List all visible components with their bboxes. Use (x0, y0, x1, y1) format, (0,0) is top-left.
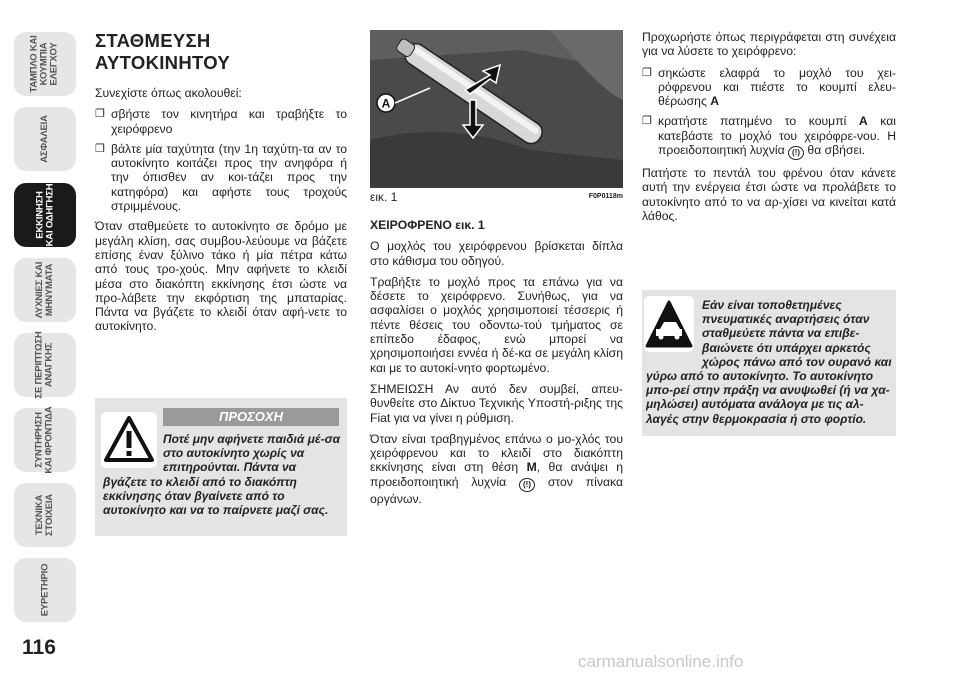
body-paragraph: Όταν είναι τραβηγμένος επάνω ο μο-χλός του χειρόφρενου και το κλειδί στο διακόπτη εκκίνησης είναι στη θέση M, θα ανάψει η προειδοποιητική λυχνία (!) στον πίνακα οργάνων. (370, 431, 623, 506)
figure-label-a: A (381, 96, 391, 111)
tab-technical-data[interactable] (14, 483, 76, 547)
body-paragraph: Ο μοχλός του χειρόφρενου βρίσκεται δίπλα στο κάθισμα του οδηγού. (370, 239, 623, 268)
tab-warning-lights[interactable] (14, 258, 76, 322)
handbrake-figure (370, 30, 623, 188)
bullet-item: ❐ σηκώστε ελαφρά το μοχλό του χει-ρόφρενου και πιέστε το κουμπί ελευ-θέρωσης A (642, 66, 896, 109)
note-text: Εάν είναι τοποθετημένες πνευματικές αναρτήσεις όταν σταθμεύετε πάντα να επιβε-βαιώνετε ότι υπάρχει αρκετός χώρος πάνω από τον ουρανό και γύρω από το αυτοκίνητο. Το αυτοκίνητο μπο-ρεί στην πράξη να ανυψωθεί (ή να χα-μηλώσει) αυτόματα ανάλογα με τις αλ-λαγές στην θερμοκρασία ή στο φορτίο. (646, 298, 892, 426)
body-paragraph: Τραβήξτε το μοχλό προς τα επάνω για να δέσετε το χειρόφρενο. Συνήθως, για να ασφαλίσει ο μοχλός χρησιμοποιεί τέσσερις ή πέντε θέσεις του οδοντω-τού τμήματος σε επίπεδο έδαφος, ενώ μπορεί να χρησιμοποιήσει εννέα ή δέ-κα σε μεγάλη κλίση και με το αυτοκί-νητο φορτωμένο. (370, 274, 623, 375)
body-paragraph: Προχωρήστε όπως περιγράφεται στη συνέχεια για να λύσετε το χειρόφρενο: (642, 30, 896, 59)
warning-text: Ποτέ μην αφήνετε παιδιά μέ-σα στο αυτοκίνητο χωρίς να επιτηρούνται. Πάντα να βγάζετε το κλειδί από το διακόπτη εκκίνησης όταν βγαίνετε από το αυτοκίνητο και να το παίρνετε μαζί σας. (103, 432, 341, 518)
figure-code: F0P0118m (588, 193, 623, 200)
figure-caption (370, 190, 623, 204)
intro-text: Συνεχίστε όπως ακολουθεί: (95, 86, 242, 100)
tab-label: ΕΥΡΕΤΗΡΙΟ (38, 563, 50, 617)
bullet-item: ❐ βάλτε μία ταχύτητα (την 1η ταχύτη-τα αν το αυτοκίνητο κοιτάζει προς την ανηφόρα ή την όπισθεν αν κοι-τάζει προς την κατηφόρα) και αφήστε τους τροχούς στριμμένους. (95, 142, 347, 213)
tab-label: ΕΚΚΙΝΗΣΗ ΚΑΙ ΟΔΗΓΗΣΗ (34, 183, 56, 247)
warning-header: ΠΡΟΣΟΧΗ (163, 408, 339, 426)
tab-label: ΤΑΜΠΛΟ ΚΑΙ ΚΟΥΜΠΙΑ ΕΛΕΓΧΟΥ (29, 35, 60, 93)
body-paragraph: Όταν σταθμεύετε το αυτοκίνητο σε δρόμο με μεγάλη κλίση, σας συμβου-λεύουμε να βάζετε επίσης έναν ξύλινο τάκο ή μία πέτρα κάτω από τους τρο-χούς. Μην αφήνετε το κλειδί μέσα στο διακόπτη εκκίνησης έτσι ώστε να προ-λάβετε την εκφόρτιση της μπαταρίας. Πάντα να βγάζετε το κλειδί όταν αφή-νετε το αυτοκίνητο. (95, 219, 347, 334)
note-box (642, 290, 896, 436)
tab-maintenance[interactable] (14, 408, 76, 472)
tab-safety[interactable] (14, 107, 76, 171)
body-paragraph: ΣΗΜΕΙΩΣΗ Αν αυτό δεν συμβεί, απευ-θυνθείτε στο Δίκτυο Τεχνικής Υποστή-ριξης της Fiat για να γίνει η ρύθμιση. (370, 381, 623, 425)
warning-box (95, 398, 347, 536)
tab-label: ΤΕΧΝΙΚΑ ΣΤΟΙΧΕΙΑ (34, 494, 55, 536)
column-3 (642, 30, 896, 230)
tab-index[interactable] (14, 558, 76, 622)
brake-warning-lamp-icon: (!) (519, 478, 535, 492)
page-title: ΣΤΑΘΜΕΥΣΗ ΑΥΤΟΚΙΝΗΤΟΥ (95, 30, 231, 73)
tab-starting-driving[interactable] (14, 183, 76, 247)
bullet-item: ❐ κρατήστε πατημένο το κουμπί A και κατεβάστε το μοχλό του χειρόφρε-νου. Η προειδοποιητική λυχνία (!) θα σβήσει. (642, 114, 896, 160)
tab-dashboard[interactable] (14, 32, 76, 96)
tab-label: ΣΥΝΤΗΡΗΣΗ ΚΑΙ ΦΡΟΝΤΙΔΑ (34, 406, 55, 474)
column-1 (95, 30, 347, 341)
page-number: 116 (22, 636, 56, 659)
figure-number: εικ. 1 (370, 190, 398, 204)
column-2 (370, 218, 623, 513)
tab-label: ΑΣΦΑΛΕΙΑ (38, 115, 50, 163)
tab-label: ΛΥΧΝΙΕΣ ΚΑΙ ΜΗΝΥΜΑΤΑ (33, 261, 55, 319)
brake-warning-lamp-icon: (!) (788, 146, 804, 160)
bullet-item: ❐ σβήστε τον κινητήρα και τραβήξτε το χειρόφρενο (95, 107, 347, 136)
body-paragraph: Πατήστε το πεντάλ του φρένου όταν κάνετε αυτή την ενέργεια έτσι ώστε να προλάβετε το αυτοκίνητο από το να αρ-χίσει να κινείται κατά λάθος. (642, 166, 896, 223)
watermark: carmanualsonline.info (578, 652, 744, 671)
tab-emergency[interactable] (14, 333, 76, 397)
section-heading: ΧΕΙΡΟΦΡΕΝΟ εικ. 1 (370, 218, 485, 232)
tab-label: ΣΕ ΠΕΡΙΠΤΩΣΗ ΑΝΑΓΚΗΣ (34, 331, 55, 399)
